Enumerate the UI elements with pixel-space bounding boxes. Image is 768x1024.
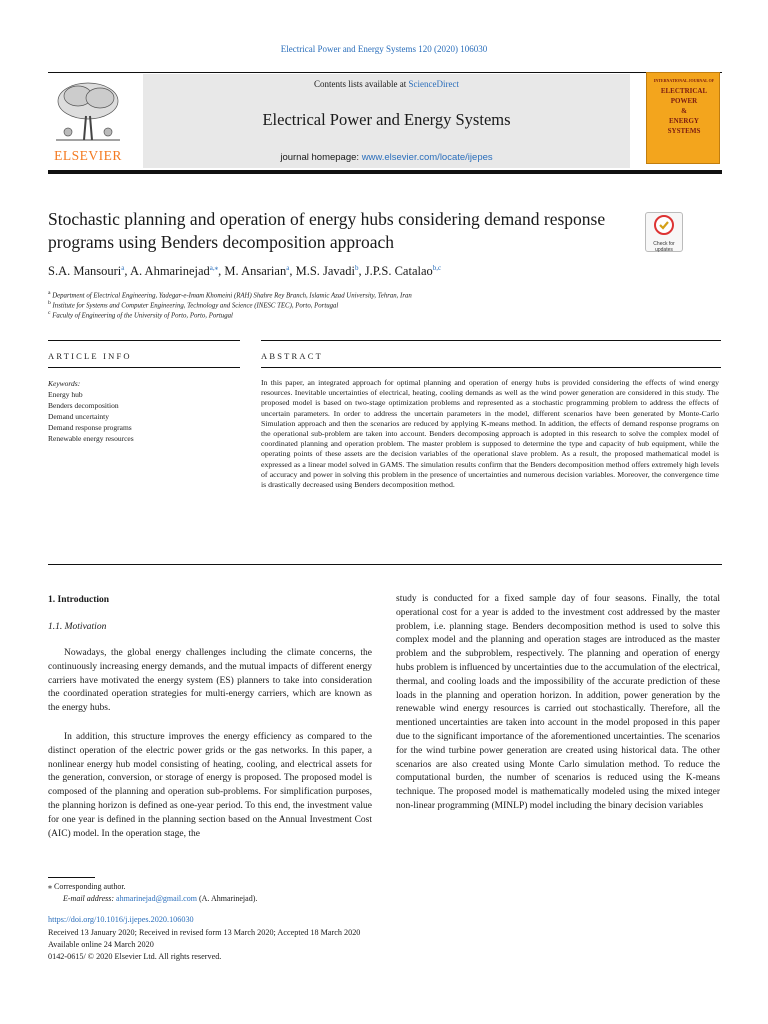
author-separator: , [358,264,365,279]
author-affiliation-marker[interactable]: b [354,264,359,272]
footnote-rule [48,877,95,878]
author-affiliation-marker[interactable]: b,c [432,264,442,272]
email-link[interactable]: ahmarinejad@gmail.com [116,894,197,903]
affiliation-text: Institute for Systems and Computer Engineering, Technology and Science (INESC TEC), Porto, Portugal [52,302,339,310]
copyright-line: 0142-0615/ © 2020 Elsevier Ltd. All rights reserved. [48,952,222,961]
contents-line [143,79,630,89]
author-separator: , [218,264,225,279]
cover-line: POWER [670,97,698,105]
abstract-rule [261,340,721,341]
doi-link[interactable]: https://doi.org/10.1016/j.ijepes.2020.106030 [48,915,194,924]
elsevier-wordmark: ELSEVIER [54,148,122,163]
affiliation-marker: c [48,310,51,316]
affiliation-text: Faculty of Engineering of the University of Porto, Porto, Portugal [52,312,233,320]
article-info-rule [48,340,240,341]
crossmark-badge[interactable] [645,212,683,252]
affiliation-marker: b [48,300,51,306]
affiliation [48,290,728,299]
author-name[interactable]: A. Ahmarinejad [129,264,210,279]
subsection-heading-motivation: 1.1. Motivation [48,622,107,632]
affiliation-marker: a [48,290,51,296]
cover-line: INTERNATIONAL JOURNAL OF [653,78,715,83]
affiliation [48,300,728,309]
header-bottom-rule [48,170,722,174]
header-top-rule [48,72,722,73]
keyword: Demand uncertainty [48,412,110,421]
author-list [48,264,648,279]
email-suffix: (A. Ahmarinejad). [196,894,258,903]
keyword: Renewable energy resources [48,434,134,443]
email-label: E-mail address: [63,894,117,903]
available-online-date: Available online 24 March 2020 [48,940,154,949]
journal-cover-thumbnail[interactable] [646,72,720,164]
author-separator: , [289,264,296,279]
author-affiliation-marker[interactable]: a,⁎ [209,264,219,272]
homepage-link[interactable]: www.elsevier.com/locate/ijepes [361,152,493,163]
received-dates: Received 13 January 2020; Received in revised form 13 March 2020; Accepted 18 March 2020 [48,928,361,937]
abstract-rule-lower [261,367,721,368]
article-info-heading: ARTICLE INFO [48,351,132,361]
cover-line: ENERGY [669,117,699,125]
article-info-rule-lower [48,367,240,368]
email-note [63,894,257,903]
cover-line: ELECTRICAL [660,87,708,95]
author-name[interactable]: M. Ansarian [224,264,287,279]
affiliation [48,310,728,319]
crossmark-icon [646,213,682,237]
front-matter-end-rule [48,564,722,565]
abstract-heading: ABSTRACT [261,351,323,361]
journal-title: Electrical Power and Energy Systems [262,110,511,129]
author-separator: , [124,264,130,279]
journal-reference[interactable]: Electrical Power and Energy Systems 120 (2020) 106030 [280,44,488,54]
affiliation-text: Department of Electrical Engineering, Yadegar-e-Imam Khomeini (RAH) Shahre Rey Branch, Islamic Azad University, Tehran, Iran [52,292,412,300]
crossmark-label: Check for updates [653,241,675,253]
cover-line: SYSTEMS [667,127,701,135]
body-paragraph: Nowadays, the global energy challenges including the climate concerns, the continuously increasing energy demands, and the mutual impacts of different energy carriers have motivated the energy system (ES) planners to take into consideration the coordinated operation strategies for multi-energy carriers, which are known as the energy hubs. [48,648,372,714]
body-paragraph: In addition, this structure improves the energy efficiency as compared to the distinct operation of the electric power grids or the gas networks. In this paper, a nonlinear energy hub model consisting of heating, cooling, and electrical assets for the generation, conversion, or storage of energy is proposed. The proposed model is composed of the planning and operation sub-problems. For simplification purposes, the planning horizon is defined as one-year period. To this end, the investment value for one year is defined in the planning section based on the Annual Investment Cost (AIC) model. In the operation stage, the [48,732,372,839]
contents-prefix: Contents lists available at [314,79,409,89]
author-name[interactable]: S.A. Mansouri [48,264,122,279]
sciencedirect-link[interactable]: ScienceDirect [408,79,459,89]
section-heading-introduction: 1. Introduction [48,595,110,605]
corresponding-author-note: ⁎ Corresponding author. [48,882,126,891]
keyword: Demand response programs [48,423,132,432]
journal-homepage [143,152,630,163]
keyword: Benders decomposition [48,401,119,410]
author-name[interactable]: M.S. Javadi [295,264,355,279]
cover-line: & [681,107,687,115]
author-affiliation-marker[interactable]: a [121,264,125,272]
homepage-prefix: journal homepage: [280,152,362,163]
author-name[interactable]: J.P.S. Catalao [364,264,433,279]
article-title: Stochastic planning and operation of energy hubs considering demand response programs using Benders decomposition approach [48,209,606,252]
body-paragraph: study is conducted for a fixed sample day of four seasons. Finally, the total operational cost for a year is added to the investment cost addressed by the master problem, i.e. planning stage. Benders decomposition method is used to solve this complex model and the planning and operation stages are introduced as the master problem and the subproblem, respectively. The planning and operation of energy hubs problem is influenced by uncertainties due to the accumulation of the electrical, thermal, and cooling loads and the impossibility of the accurate prediction of these loads in the planning and operation horizon. In addition, power generation by the renewable wind energy resources is carried out stochastically. Therefore, all the mentioned uncertainties are taken into account in the model proposed in this paper due to the significant importance of the aforementioned uncertainties. The scenarios for the wind turbine power generation are created using historical data. The other scenarios are also created using Monte Carlo simulation method. To reduce the computational burden, the number of scenarios is reduced using the K-means technique. The proposed model is mathematically modeled using the mixed integer non-linear programming (MINLP) model including the binary decision variables [396,594,720,811]
keywords-label: Keywords: [48,379,81,388]
author-affiliation-marker[interactable]: a [286,264,290,272]
keyword: Energy hub [48,390,83,399]
abstract-text: In this paper, an integrated approach for optimal planning and operation of energy hubs is provided considering the effects of wind energy resources. Inevitable uncertainties of electrical, heating, cooling demands as well as the wind power generation are considered in this study. The proposed model is based on two-stage optimization problems and represented as a stochastic programming problem to address the effects of uncertain parameters. In order to address the uncertain parameters in the model, different scenarios have been generated by Monte-Carlo Simulation approach and then the scenarios are reduced by applying K-means method. In addition, the effects of demand response programs on the operational sub-problem are taken into account. Benders decomposing approach is adopted in this research to solve the complex model of coordinated planning and operation problem. The master problem is supposed to determine the type and capacity of hub equipment, while the operating points of these assets are the decision variables of the operational slave problem. As a result, the proposed mathematical model is expressed as a linear model solved in GAMS. The simulation results confirm that the Benders decomposition method offers extremely high levels of accuracy and power in solving this problem in the presence of uncertainties and numerous decision variables. Moreover, the convergence time is drastically decreased using Benders decomposition method. [261,378,719,490]
